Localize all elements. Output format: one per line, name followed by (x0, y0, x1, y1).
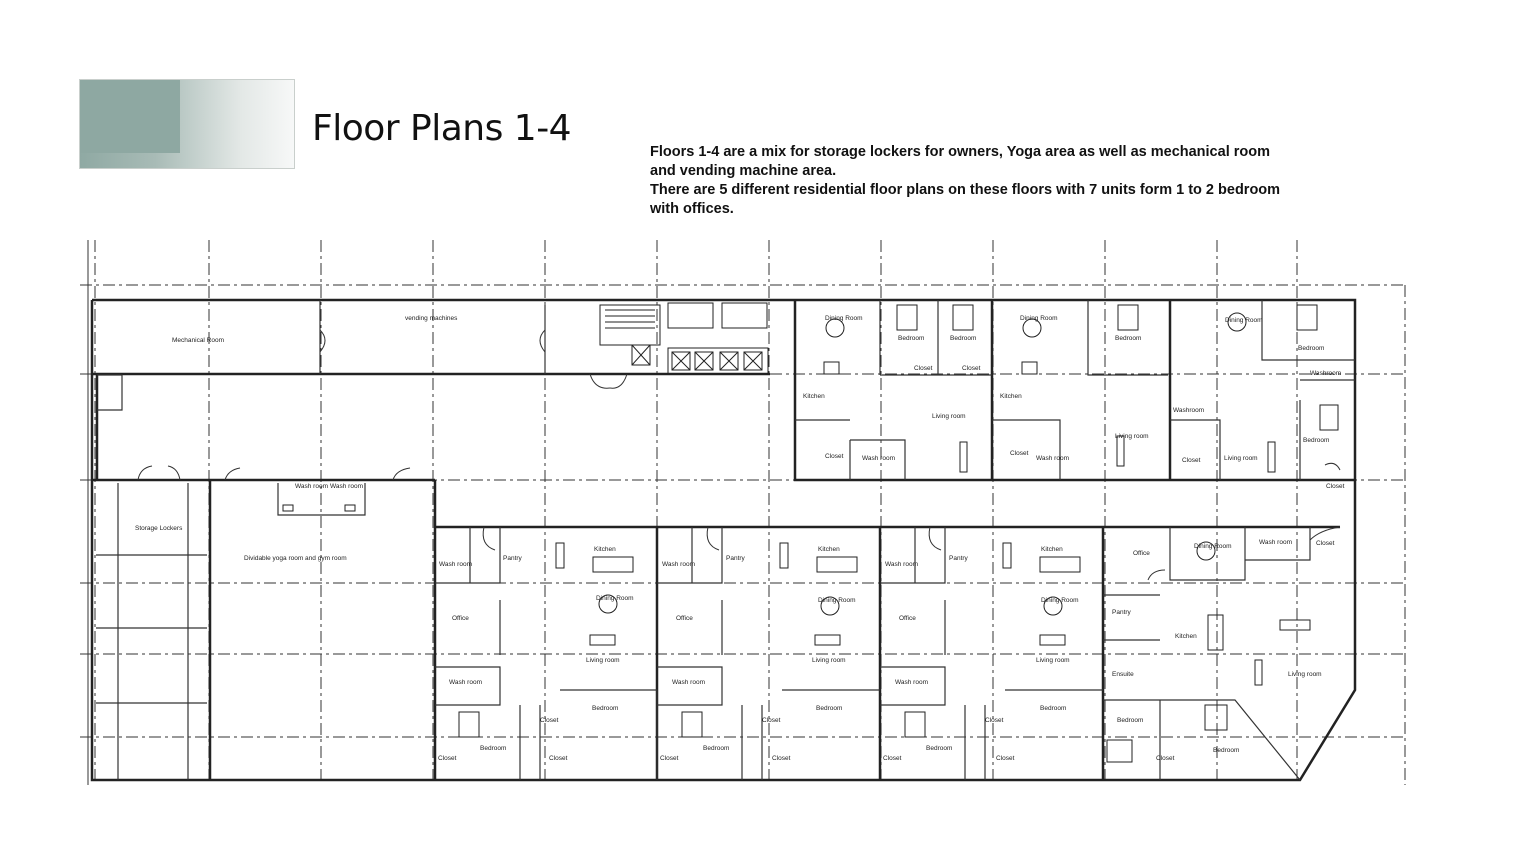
label-wash-room-3: Wash room (862, 455, 895, 462)
label-bedroom-4: Bedroom (1298, 345, 1325, 352)
label-storage-lockers: Storage Lockers (135, 525, 183, 532)
label-kitchen-4: Kitchen (818, 546, 840, 553)
label-living-6: Living room (1036, 657, 1070, 664)
label-bedroom-9: Bedroom (703, 745, 730, 752)
label-pantry-2: Pantry (726, 555, 745, 562)
label-closet-14: Closet (985, 717, 1004, 724)
label-ensuite: Ensuite (1112, 671, 1134, 678)
description-line-2: There are 5 different residential floor plans on these floors with 7 units form 1 to 2 bedroom with offices. (650, 182, 1281, 217)
label-pantry-1: Pantry (503, 555, 522, 562)
label-closet-2: Closet (962, 365, 981, 372)
label-bedroom-6: Bedroom (592, 705, 619, 712)
door-swings (138, 330, 1340, 580)
label-closet-3: Closet (825, 453, 844, 460)
label-office-4: Office (1133, 550, 1150, 557)
label-closet-17: Closet (1156, 755, 1175, 762)
label-yoga-room: Dividable yoga room and gym room (244, 555, 347, 562)
label-pantry-3: Pantry (949, 555, 968, 562)
label-bedroom-13: Bedroom (1213, 747, 1240, 754)
walls (92, 300, 1355, 780)
label-kitchen-6: Kitchen (1175, 633, 1197, 640)
label-dining-5: Dining Room (818, 597, 856, 604)
label-wash-room-9: Wash room (885, 561, 918, 568)
label-office-3: Office (899, 615, 916, 622)
label-kitchen-5: Kitchen (1041, 546, 1063, 553)
label-bedroom-8: Bedroom (816, 705, 843, 712)
label-closet-11: Closet (762, 717, 781, 724)
label-bedroom-11: Bedroom (926, 745, 953, 752)
label-bedroom-2: Bedroom (950, 335, 977, 342)
label-dining-7: Dining Room (1194, 543, 1232, 550)
label-wash-room-2: Wash room (330, 483, 363, 490)
label-wash-room-6: Wash room (449, 679, 482, 686)
label-closet-8: Closet (540, 717, 559, 724)
label-wash-room-11: Wash room (1259, 539, 1292, 546)
label-kitchen-1: Kitchen (803, 393, 825, 400)
label-living-4: Living room (586, 657, 620, 664)
grid-lines (80, 240, 1405, 785)
label-closet-1: Closet (914, 365, 933, 372)
label-dining-1: Dining Room (825, 315, 863, 322)
label-wash-room-4: Wash room (1036, 455, 1069, 462)
label-wash-room-1: Wash room (295, 483, 328, 490)
label-kitchen-3: Kitchen (594, 546, 616, 553)
label-closet-10: Closet (549, 755, 568, 762)
label-closet-9: Closet (438, 755, 457, 762)
label-closet-15: Closet (883, 755, 902, 762)
label-closet-7: Closet (1316, 540, 1335, 547)
label-living-2: Living room (1115, 433, 1149, 440)
label-bedroom-5: Bedroom (1303, 437, 1330, 444)
label-living-1: Living room (932, 413, 966, 420)
label-dining-6: Dining Room (1041, 597, 1079, 604)
label-closet-12: Closet (660, 755, 679, 762)
label-washroom-5: Washroom (1310, 370, 1342, 377)
stair-core (600, 303, 768, 374)
label-wash-room-5: Wash room (439, 561, 472, 568)
label-wash-room-8: Wash room (672, 679, 705, 686)
label-dining-4: Dining Room (596, 595, 634, 602)
label-bedroom-12: Bedroom (1117, 717, 1144, 724)
label-bedroom-7: Bedroom (480, 745, 507, 752)
label-closet-13: Closet (772, 755, 791, 762)
label-washroom-6: Washroom (1173, 407, 1205, 414)
label-mechanical-room: Mechanical Room (172, 337, 225, 344)
label-bedroom-3: Bedroom (1115, 335, 1142, 342)
label-closet-6: Closet (1326, 483, 1345, 490)
label-kitchen-2: Kitchen (1000, 393, 1022, 400)
label-dining-2: Dining Room (1020, 315, 1058, 322)
label-office-2: Office (676, 615, 693, 622)
label-living-7: Living room (1288, 671, 1322, 678)
label-bedroom-1: Bedroom (898, 335, 925, 342)
label-pantry-4: Pantry (1112, 609, 1131, 616)
dining-tables (599, 313, 1246, 615)
label-dining-3: Dining Room (1225, 317, 1263, 324)
label-vending-machines: vending machines (405, 315, 458, 322)
label-living-5: Living room (812, 657, 846, 664)
interior-walls (96, 300, 1355, 780)
label-closet-16: Closet (996, 755, 1015, 762)
description-line-1: Floors 1-4 are a mix for storage lockers for owners, Yoga area as well as mechanical room and vending machine area. (650, 144, 1270, 179)
page-title: Floor Plans 1-4 (312, 108, 572, 149)
room-labels (135, 315, 1345, 762)
label-office-1: Office (452, 615, 469, 622)
label-closet-4: Closet (1010, 450, 1029, 457)
label-wash-room-7: Wash room (662, 561, 695, 568)
label-wash-room-10: Wash room (895, 679, 928, 686)
label-closet-5: Closet (1182, 457, 1201, 464)
label-living-3: Living room (1224, 455, 1258, 462)
label-bedroom-10: Bedroom (1040, 705, 1067, 712)
